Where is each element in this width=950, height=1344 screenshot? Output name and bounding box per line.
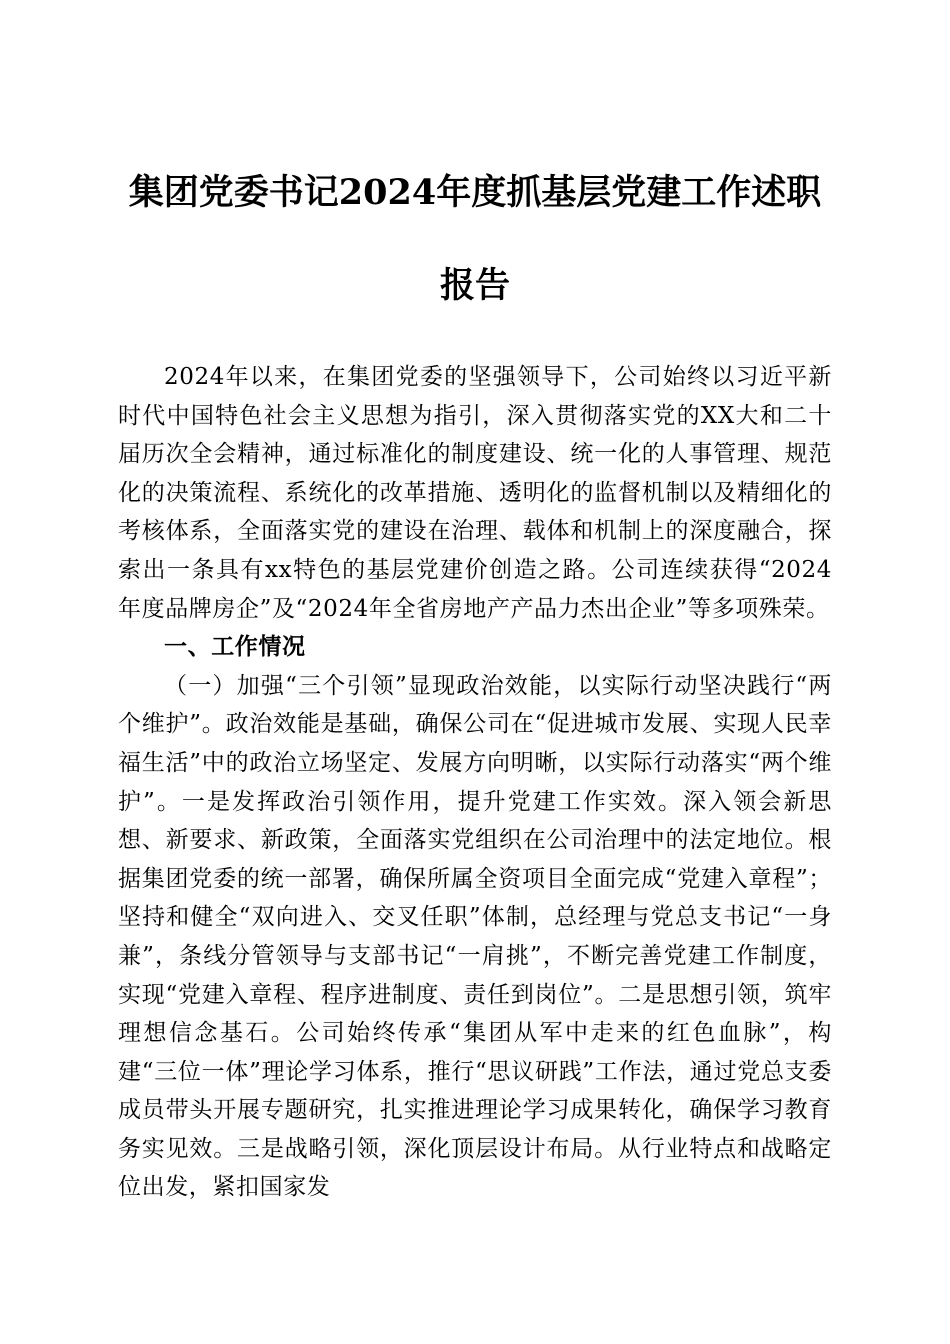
document-title-line-1: 集团党委书记2024年度抓基层党建工作述职 <box>128 172 822 213</box>
document-body <box>118 358 832 1207</box>
sub-section-paragraph: （一）加强“三个引领”显现政治效能，以实际行动坚决践行“两个维护”。政治效能是基础，确保公司在“促进城市发展、实现人民幸福生活”中的政治立场坚定、发展方向明晰，以实际行动落实“两个维护”。一是发挥政治引领作用，提升党建工作实效。深入领会新思想、新要求、新政策，全面落实党组织在公司治理中的法定地位。根据集团党委的统一部署，确保所属全资项目全面完成“党建入章程”；坚持和健全“双向进入、交叉任职”体制，总经理与党总支书记“一身兼”，条线分管领导与支部书记“一肩挑”，不断完善党建工作制度，实现“党建入章程、程序进制度、责任到岗位”。二是思想引领，筑牢理想信念基石。公司始终传承“集团从军中走来的红色血脉”，构建“三位一体”理论学习体系，推行“思议研践”工作法，通过党总支委成员带头开展专题研究，扎实推进理论学习成果转化，确保学习教育务实见效。三是战略引领，深化顶层设计布局。从行业特点和战略定位出发，紧扣国家发 <box>118 672 832 1201</box>
section-heading: 一、工作情况 <box>164 633 306 661</box>
intro-paragraph: 2024年以来，在集团党委的坚强领导下，公司始终以习近平新时代中国特色社会主义思想为指引，深入贯彻落实党的XX大和二十届历次全会精神，通过标准化的制度建设、统一化的人事管理、规范化的决策流程、系统化的改革措施、透明化的监督机制以及精细化的考核体系，全面落实党的建设在治理、载体和机制上的深度融合，探索出一条具有xx特色的基层党建价创造之路。公司连续获得“2024年度品牌房企”及“2024年全省房地产产品力杰出企业”等多项殊荣。 <box>118 364 832 622</box>
document-title-line-2: 报告 <box>439 265 510 306</box>
